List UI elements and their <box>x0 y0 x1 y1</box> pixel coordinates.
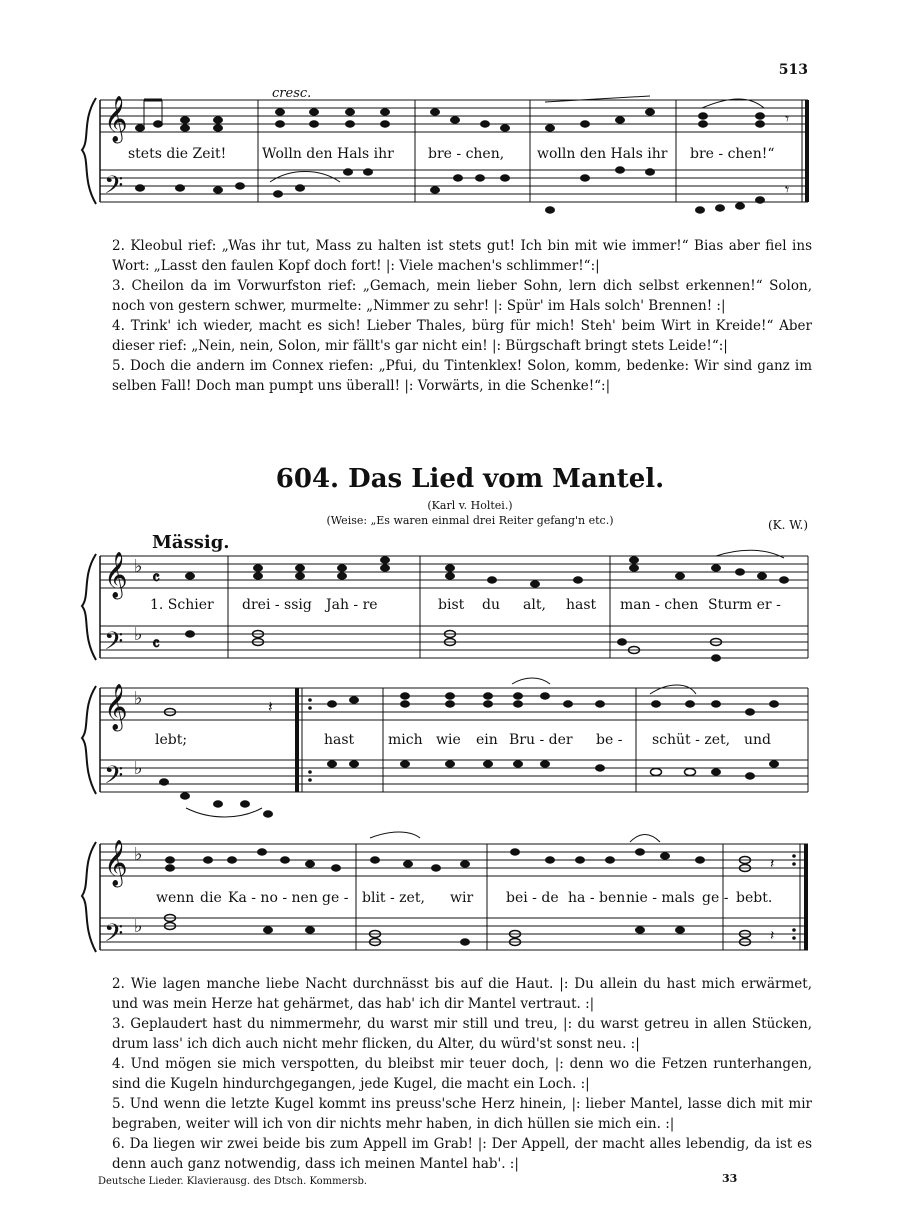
svg-text:𝄽: 𝄽 <box>770 856 775 872</box>
svg-text:♭: ♭ <box>134 688 143 709</box>
svg-text:♭: ♭ <box>134 844 143 865</box>
svg-text:𝄢: 𝄢 <box>104 171 124 206</box>
lyric: wie <box>436 732 461 748</box>
svg-text:𝄢: 𝄢 <box>104 761 124 796</box>
lyric: die <box>200 890 222 906</box>
lyric: du <box>482 597 500 613</box>
lyric: bei - de <box>506 890 559 906</box>
svg-text:𝄴: 𝄴 <box>152 568 161 589</box>
svg-text:♭: ♭ <box>134 556 143 577</box>
lyric: wir <box>450 890 474 906</box>
verse: 3. Geplaudert hast du nimmermehr, du warst mir still und treu, |: du warst getreu in allen Stücken, drum lass' ich dich auch nicht mehr flicken, du Alter, du würd'st sonst neu. :| <box>112 1016 812 1052</box>
verse: 3. Cheilon da im Vorwurfston rief: „Gemach, mein lieber Sohn, lern dich selbst erkennen!“ Solon, noch von gestern schwer, murmelte: „Nimmer zu sehr! |: Spür' im Hals solch' Brennen! :| <box>112 278 812 314</box>
lyric: Ka - no - nen <box>228 890 318 906</box>
lyric: drei - ssig <box>242 597 312 613</box>
lyric: stets die Zeit! <box>128 146 227 162</box>
song604-verses <box>112 974 812 1174</box>
dynamic-marking: cresc. <box>272 86 312 101</box>
svg-text:𝄾: 𝄾 <box>785 180 790 199</box>
lyric: wenn <box>156 890 195 906</box>
lyric: ha - ben <box>568 890 626 906</box>
lyric: ein <box>476 732 498 748</box>
song-melody: (Weise: „Es waren einmal drei Reiter gefang'n etc.) <box>326 514 614 527</box>
lyric: be - <box>596 732 623 748</box>
svg-text:𝄞: 𝄞 <box>104 684 128 730</box>
song603-verses <box>112 236 812 396</box>
lyric: mich <box>388 732 423 748</box>
lyric: hast <box>324 732 355 748</box>
verse: 4. Und mögen sie mich verspotten, du bleibst mir teuer doch, |: denn wo die Fetzen runterhangen, sind die Kugeln hindurchgegangen, jede Kugel, die macht ein Loch. :| <box>112 1056 812 1092</box>
tempo-marking: Mässig. <box>152 532 230 553</box>
lyric: ge - <box>702 890 729 906</box>
lyric: wolln den Hals ihr <box>537 146 668 162</box>
verse: 4. Trink' ich wieder, macht es sich! Lieber Thales, bürg für mich! Steh' beim Wirt in Kreide!“ Aber dieser rief: „Nein, nein, Solon, mir fällt's gar nicht ein! |: Bürgschaft bringt stets Leide!“:| <box>112 318 812 354</box>
music-system-1 <box>0 0 900 230</box>
footer-signature: 33 <box>722 1172 738 1185</box>
lyric: ge - <box>322 890 349 906</box>
svg-text:♭: ♭ <box>134 758 143 779</box>
lyric: schüt - zet, <box>652 732 731 748</box>
verse: 5. Doch die andern im Connex riefen: „Pfui, du Tintenklex! Solon, komm, bedenke: Wir sind ganz im selben Fall! Doch man pumpt uns überall! |: Vorwärts, in die Schenke!“:| <box>112 358 812 394</box>
svg-text:𝄞: 𝄞 <box>104 552 128 598</box>
svg-text:𝄞: 𝄞 <box>104 96 128 142</box>
lyric: hast <box>566 597 597 613</box>
svg-text:𝄾: 𝄾 <box>785 109 790 128</box>
verse: 5. Und wenn die letzte Kugel kommt ins preuss'sche Herz hinein, |: lieber Mantel, lasse dich mit mir begraben, weiter will ich von dir nichts mehr haben, in dich hüllen sie mich ein. :| <box>112 1096 812 1132</box>
svg-text:𝄞: 𝄞 <box>104 840 128 886</box>
svg-text:𝄢: 𝄢 <box>104 919 124 954</box>
song-arranger: (K. W.) <box>768 518 809 532</box>
lyric: nie - mals <box>626 890 695 906</box>
verse: 6. Da liegen wir zwei beide bis zum Appell im Grab! |: Der Appell, der macht alles lebendig, da ist es denn auch ganz notwendig, dass ich meinen Mantel hab'. :| <box>112 1136 812 1172</box>
page-number: 513 <box>778 62 808 78</box>
lyric: alt, <box>523 597 546 613</box>
lyric: Jah - re <box>326 597 378 613</box>
svg-text:♭: ♭ <box>134 916 143 937</box>
lyric: man - chen <box>620 597 699 613</box>
lyric: 1. Schier <box>150 597 214 613</box>
lyric: Wolln den Hals ihr <box>262 146 394 162</box>
lyric: bre - chen!“ <box>690 146 775 162</box>
lyric: lebt; <box>155 732 188 748</box>
song-author: (Karl v. Holtei.) <box>427 499 513 512</box>
svg-text:𝄽: 𝄽 <box>268 697 273 716</box>
lyric: blit - zet, <box>362 890 425 906</box>
lyric: bist <box>438 597 465 613</box>
lyric: Bru - der <box>509 732 573 748</box>
verse: 2. Kleobul rief: „Was ihr tut, Mass zu halten ist stets gut! Ich bin mit wie immer!“ Bias aber fiel ins Wort: „Lasst den faulen Kopf doch fort! |: Viele machen's schlimmer!“:| <box>112 238 812 274</box>
verse: 2. Wie lagen manche liebe Nacht durchnässt bis auf die Haut. |: Du allein du hast mich erwärmet, und was mein Herze hat gehärmet, das hab' ich dir Mantel vertraut. :| <box>112 976 812 1012</box>
song-title: 604. Das Lied vom Mantel. <box>275 464 665 494</box>
svg-text:𝄴: 𝄴 <box>152 634 161 655</box>
svg-text:𝄢: 𝄢 <box>104 627 124 662</box>
lyric: bre - chen, <box>428 146 505 162</box>
svg-text:♭: ♭ <box>134 624 143 645</box>
footer-source: Deutsche Lieder. Klavierausg. des Dtsch. Kommersb. <box>98 1176 368 1187</box>
lyric: Sturm er - <box>708 597 781 613</box>
svg-text:𝄽: 𝄽 <box>770 928 775 944</box>
lyric: bebt. <box>736 890 773 906</box>
lyric: und <box>744 732 771 748</box>
